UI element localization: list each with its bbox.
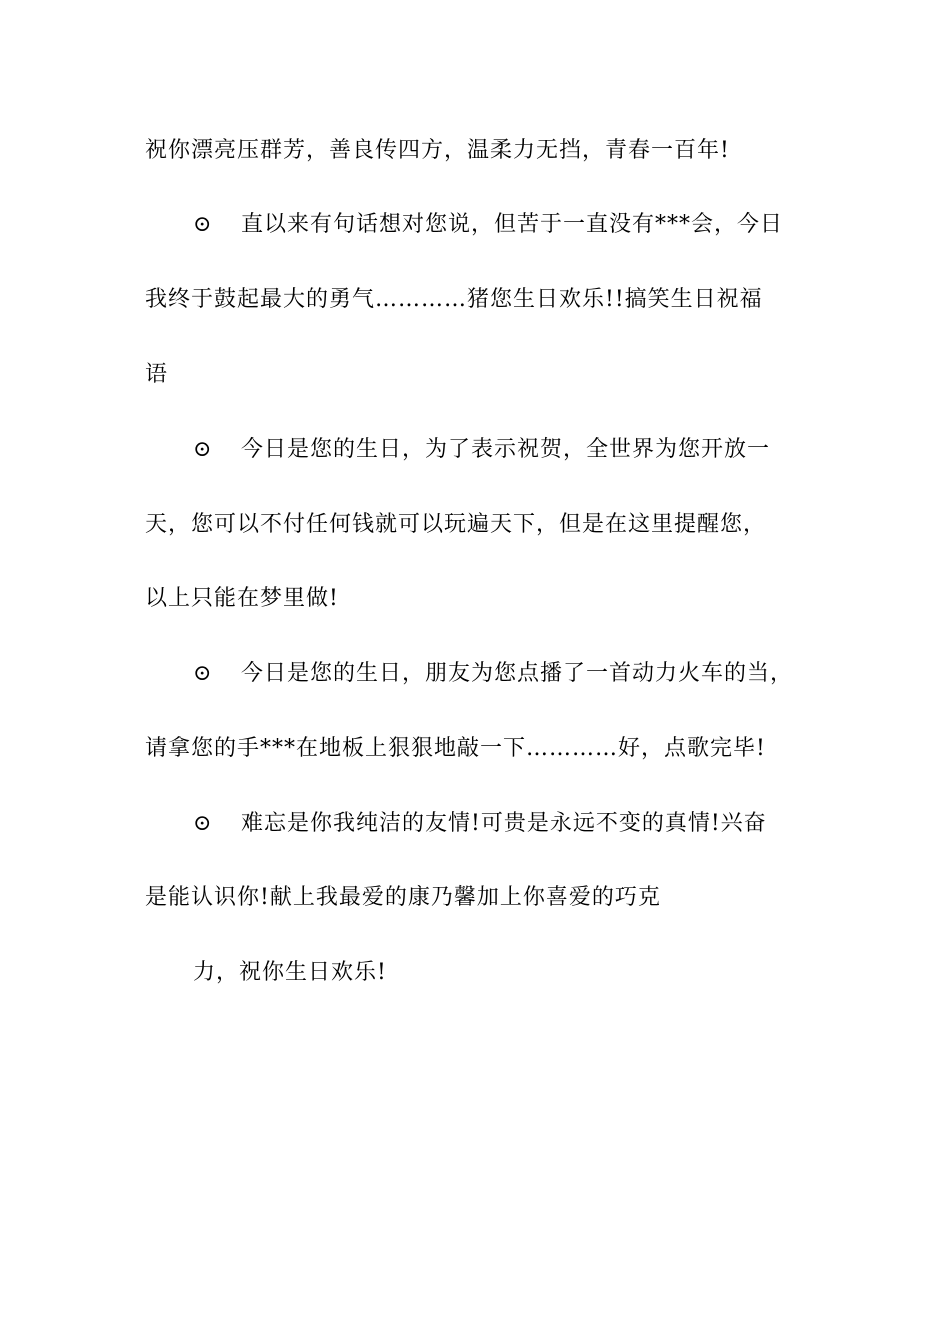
text-line — [145, 510, 766, 540]
bullet-paragraph — [193, 809, 767, 839]
bullet-icon: ⊙ — [193, 437, 213, 462]
line-text: 难忘是你我纯洁的友情!可贵是永远不变的真情!兴奋 — [241, 811, 767, 836]
bullet-paragraph — [193, 435, 770, 465]
line-text: 以上只能在梦里做! — [145, 586, 339, 611]
line-text: 请拿您的手***在地板上狠狠地敲一下…………好，点歌完毕! — [145, 736, 766, 761]
line-text: 天，您可以不付任何钱就可以玩遍天下，但是在这里提醒您， — [145, 512, 767, 537]
bullet-icon: ⊙ — [193, 811, 213, 836]
line-text: 力，祝你生日欢乐! — [193, 960, 387, 985]
line-text: 今日是您的生日，朋友为您点播了一首动力火车的当， — [241, 661, 794, 686]
line-text: 语 — [145, 362, 169, 387]
line-text: 是能认识你!献上我最爱的康乃馨加上你喜爱的巧克 — [145, 885, 661, 910]
text-line — [145, 734, 766, 764]
text-line — [145, 136, 730, 166]
text-line — [145, 883, 661, 913]
bullet-icon: ⊙ — [193, 661, 213, 686]
line-text: 今日是您的生日，为了表示祝贺，全世界为您开放一 — [241, 437, 771, 462]
bullet-paragraph — [193, 210, 783, 240]
text-line — [145, 360, 168, 390]
text-line — [145, 285, 763, 315]
bullet-paragraph — [193, 659, 793, 689]
text-line — [193, 958, 387, 988]
line-text: 祝你漂亮压群芳，善良传四方，温柔力无挡，青春一百年! — [145, 138, 730, 163]
line-text: 直以来有句话想对您说，但苦于一直没有***会，今日 — [241, 212, 784, 237]
text-line — [145, 584, 339, 614]
bullet-icon: ⊙ — [193, 212, 213, 237]
line-text: 我终于鼓起最大的勇气…………猪您生日欢乐!!搞笑生日祝福 — [145, 287, 763, 312]
